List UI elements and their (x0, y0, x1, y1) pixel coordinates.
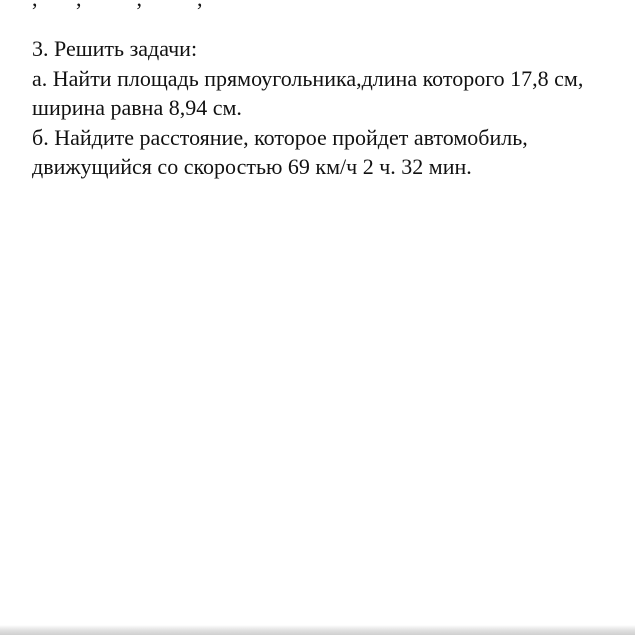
page-bottom-shadow (0, 625, 635, 635)
task-a-line-2: ширина равна 8,94 см. (32, 95, 242, 120)
task-heading: 3. Решить задачи: (32, 36, 198, 61)
task-b-line-2: движущийся со скоростью 69 км/ч 2 ч. 32 мин. (32, 154, 472, 179)
task-block (32, 34, 583, 182)
task-b-line-1: б. Найдите расстояние, которое пройдет автомобиль, (32, 124, 528, 150)
task-a-line-1: а. Найти площадь прямоугольника,длина которого 17,8 см, (32, 65, 584, 91)
cropped-previous-line (32, 0, 203, 12)
